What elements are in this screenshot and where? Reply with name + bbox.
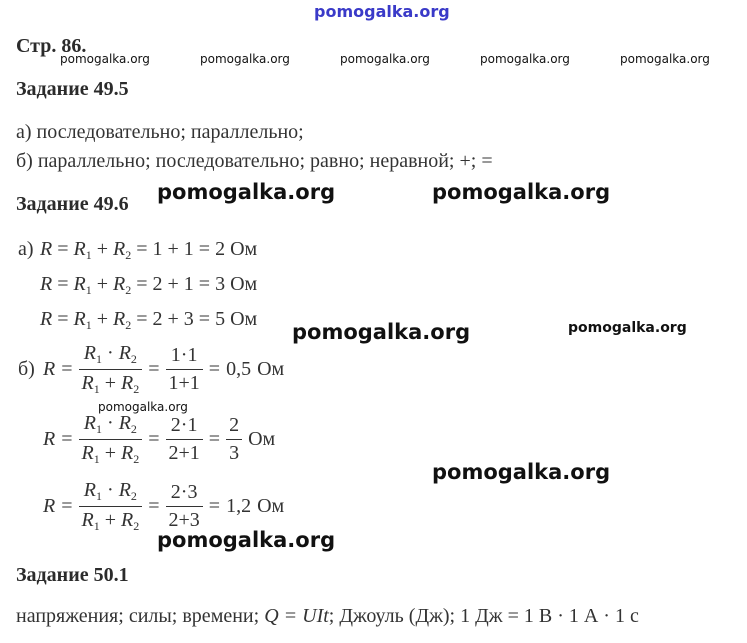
- watermark: pomogalka.org: [200, 52, 290, 66]
- watermark: pomogalka.org: [568, 320, 687, 336]
- watermark: pomogalka.org: [157, 180, 336, 204]
- watermark: pomogalka.org: [432, 460, 611, 484]
- series-row-1: $R = R_1 + R_2 = 1 + 1 = 2$ Ом: [40, 238, 258, 262]
- task-title-50-1: Задание 50.1: [16, 564, 129, 586]
- series-row-2: $R = R_1 + R_2 = 2 + 1 = 3$ Ом: [40, 273, 258, 297]
- watermark: pomogalka.org: [480, 52, 570, 66]
- watermark: pomogalka.org: [157, 528, 336, 552]
- series-row-3: $R = R_1 + R_2 = 2 + 3 = 5$ Ом: [40, 308, 258, 332]
- watermark-top: pomogalka.org: [314, 2, 450, 21]
- watermark: pomogalka.org: [292, 320, 471, 344]
- watermark: pomogalka.org: [98, 400, 188, 414]
- parallel-row-3: R = $\frac{R_1 \cdot R_2}{R_1 + R_2}$ = $\frac{2\cdot 3}{2+3}$ = 1,2 Ом: [43, 479, 285, 533]
- task-title-49-6: Задание 49.6: [16, 193, 129, 215]
- answer-line-b: б) параллельно; последовательно; равно; неравной; +; =: [16, 150, 493, 172]
- watermark: pomogalka.org: [60, 52, 150, 66]
- answer-line-a: а) последовательно; параллельно;: [16, 121, 304, 143]
- parallel-row-2: R = $\frac{R_1 \cdot R_2}{R_1 + R_2}$ = $\frac{2\cdot 1}{2+1}$ = $\frac{2}{3}$ Ом: [43, 412, 276, 466]
- page-label: Стр. 86.: [16, 35, 87, 57]
- part-a-label: а): [18, 238, 34, 260]
- task-title-49-5: Задание 49.5: [16, 78, 129, 100]
- answer-50-1: напряжения; силы; времени; Q = UIt; Джоуль (Дж); 1 Дж = 1 В · 1 А · 1 с: [16, 605, 639, 627]
- watermark: pomogalka.org: [620, 52, 710, 66]
- watermark: pomogalka.org: [432, 180, 611, 204]
- watermark: pomogalka.org: [340, 52, 430, 66]
- part-b-label: б): [18, 358, 35, 380]
- parallel-row-1: R = $\frac{R_1 \cdot R_2}{R_1 + R_2}$ = $\frac{1\cdot 1}{1+1}$ = 0,5 Ом: [43, 342, 285, 396]
